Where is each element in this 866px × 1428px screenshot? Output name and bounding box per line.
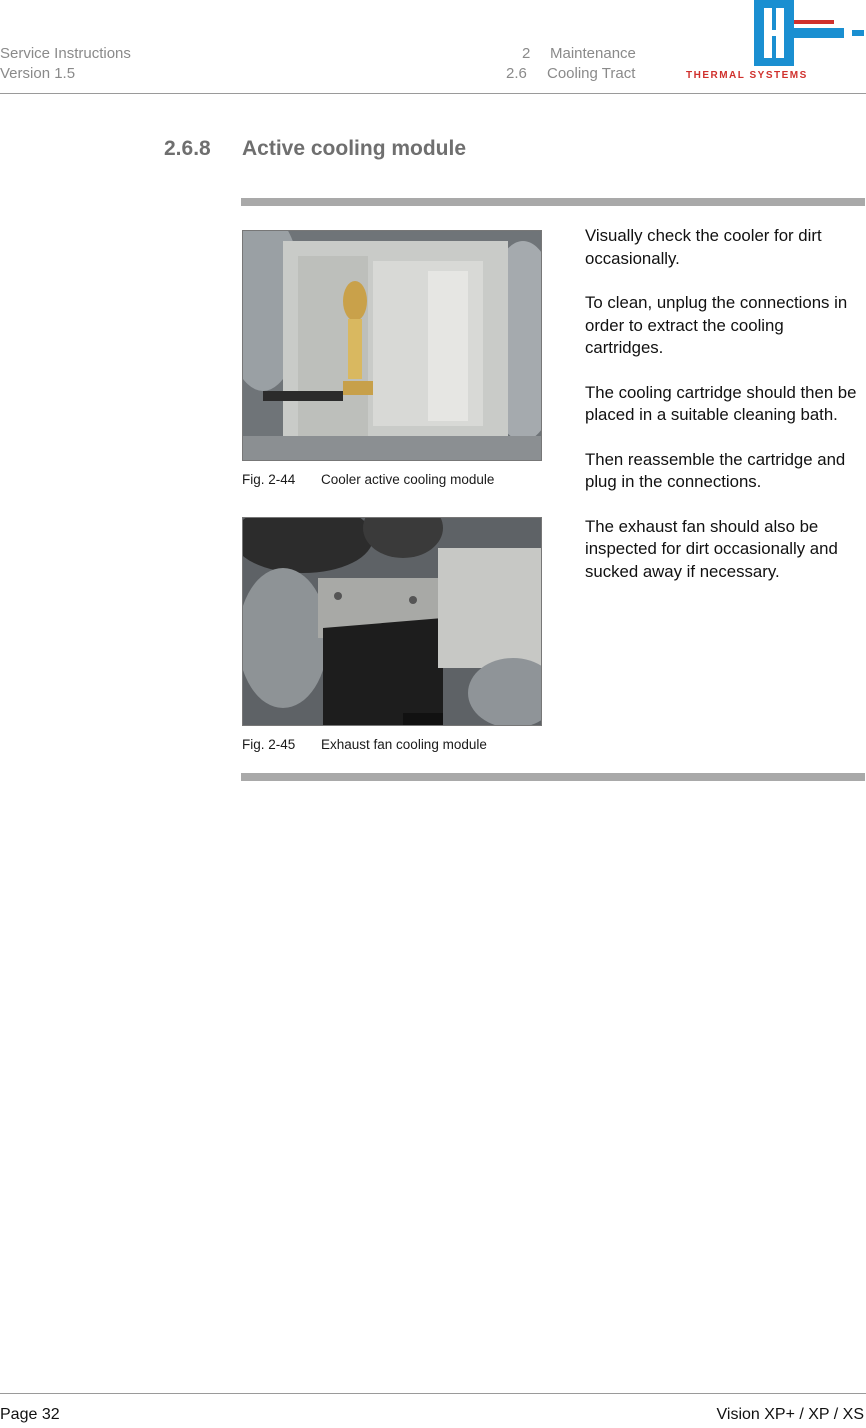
page-number: Page 32 — [0, 1406, 60, 1423]
header-chapter-num: 2 — [522, 45, 531, 62]
product-name: Vision XP+ / XP / XS — [716, 1406, 864, 1423]
rehm-logo — [684, 0, 866, 86]
cooler-photo — [242, 230, 542, 461]
bottom-separator-bar — [241, 773, 865, 781]
instruction-paragraph: Visually check the cooler for dirt occasionally. — [585, 226, 822, 268]
section-number: 2.6.8 — [164, 137, 211, 160]
header-section-num: 2.6 — [506, 65, 527, 82]
instruction-paragraph: Then reassemble the cartridge and plug in the connections. — [585, 449, 846, 491]
instruction-text — [585, 225, 865, 605]
figure-caption: Cooler active cooling module — [321, 472, 495, 487]
header-divider — [0, 93, 866, 94]
section-title: Active cooling module — [242, 137, 467, 160]
header-chapter-title: Maintenance — [550, 45, 636, 62]
exhaust-fan-photo — [242, 517, 542, 726]
instruction-paragraph: The exhaust fan should also be inspected for dirt occasionally and sucked away if necessary. — [585, 516, 838, 581]
instruction-paragraph: The cooling cartridge should then be placed in a suitable cleaning bath. — [585, 382, 857, 424]
header-version: Version 1.5 — [0, 65, 76, 82]
instruction-paragraph: To clean, unplug the connections in order to extract the cooling cartridges. — [585, 293, 848, 357]
logo-text: THERMAL SYSTEMS — [686, 70, 808, 81]
header-doc-type: Service Instructions — [0, 45, 131, 62]
footer-divider — [0, 1393, 866, 1394]
header-section-title: Cooling Tract — [547, 65, 636, 82]
top-separator-bar — [241, 198, 865, 206]
figure-label: Fig. 2-44 — [242, 472, 296, 487]
figure-label: Fig. 2-45 — [242, 737, 296, 752]
figure-caption: Exhaust fan cooling module — [321, 737, 487, 752]
